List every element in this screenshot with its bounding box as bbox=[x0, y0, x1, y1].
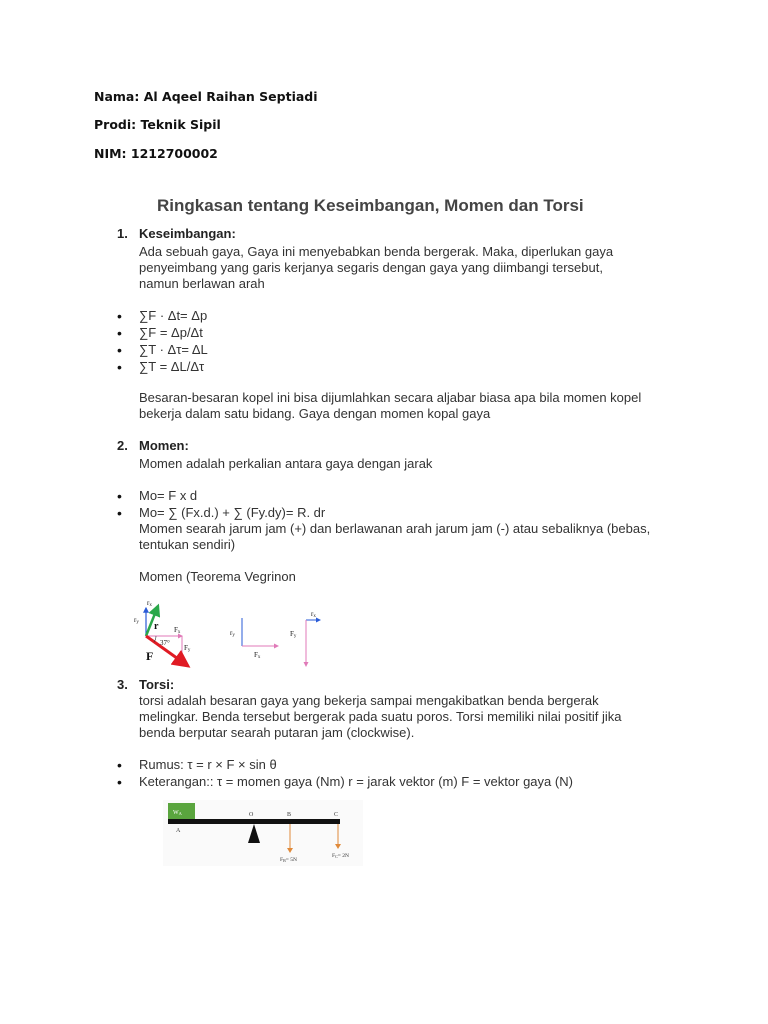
label-ry: ry bbox=[134, 616, 139, 625]
formula: ∑F · Δt= Δp bbox=[139, 308, 208, 323]
section-3-paragraph bbox=[139, 693, 621, 741]
bullet-glyph: • bbox=[117, 342, 122, 358]
label-wa: WA bbox=[173, 810, 182, 816]
formula: Keterangan:: τ = momen gaya (Nm) r = jarak vektor (m) F = vektor gaya (N) bbox=[139, 774, 573, 789]
formula: ∑T = ΔL/Δτ bbox=[139, 359, 205, 374]
section-3-heading: Torsi: bbox=[139, 677, 175, 692]
label-f: F bbox=[146, 649, 154, 663]
bullet-glyph: • bbox=[117, 488, 122, 504]
student-id: NIM: 1212700002 bbox=[94, 146, 218, 161]
label-rx-right: rx bbox=[311, 610, 316, 619]
section-2-note bbox=[139, 521, 650, 553]
formula: ∑F = Δp/Δt bbox=[139, 325, 203, 340]
formula: Mo= ∑ (Fx.d.) + ∑ (Fy.dy)= R. dr bbox=[139, 505, 326, 520]
bullet-glyph: • bbox=[117, 359, 122, 375]
text-line: Momen searah jarum jam (+) dan berlawanan arah jarum jam (-) atau sebaliknya (bebas, bbox=[139, 521, 651, 536]
text-line: namun berlawan arah bbox=[139, 276, 265, 291]
lever-figure bbox=[163, 800, 363, 866]
label-o: O bbox=[249, 812, 254, 818]
text-line: benda berputar searah putaran jam (clockwise). bbox=[139, 725, 415, 740]
bullet-glyph: • bbox=[117, 774, 122, 790]
bullet-glyph: • bbox=[117, 505, 122, 521]
text-line: torsi adalah besaran gaya yang bekerja sampai mengakibatkan benda bergerak bbox=[139, 693, 599, 708]
label-ry-mid: ry bbox=[230, 629, 235, 638]
section-2-paragraph: Momen adalah perkalian antara gaya dengan jarak bbox=[139, 456, 433, 471]
bullet-glyph: • bbox=[117, 325, 122, 341]
lever-beam bbox=[168, 819, 340, 824]
label-c: C bbox=[334, 812, 339, 818]
label-fc: FC= 2N bbox=[332, 853, 349, 859]
label-fy-right: Fy bbox=[290, 630, 297, 639]
label-b: B bbox=[287, 812, 292, 818]
formula: ∑T · Δτ= ΔL bbox=[139, 342, 208, 357]
section-2-heading: Momen: bbox=[139, 438, 189, 453]
section-1-number: 1. bbox=[117, 226, 128, 241]
text-line: Ada sebuah gaya, Gaya ini menyebabkan benda bergerak. Maka, diperlukan gaya bbox=[139, 244, 614, 259]
section-1-note bbox=[139, 390, 641, 422]
student-name: Nama: Al Aqeel Raihan Septiadi bbox=[94, 89, 318, 104]
section-1-heading: Keseimbangan: bbox=[139, 226, 236, 241]
section-2-number: 2. bbox=[117, 438, 128, 453]
label-ry-top: rx bbox=[147, 599, 152, 608]
label-angle: 37° bbox=[160, 639, 170, 647]
text-line: Besaran-besaran kopel ini bisa dijumlahkan secara aljabar biasa apa bila momen kopel bbox=[139, 390, 642, 405]
bullet-glyph: • bbox=[117, 757, 122, 773]
text-line: melingkar. Benda tersebut bergerak pada suatu poros. Torsi memiliki nilai positif jika bbox=[139, 709, 622, 724]
label-a: A bbox=[176, 828, 181, 834]
force-decomposition-figure bbox=[130, 598, 330, 670]
formula: Mo= F x d bbox=[139, 488, 198, 503]
student-program: Prodi: Teknik Sipil bbox=[94, 117, 221, 132]
bullet-glyph: • bbox=[117, 308, 122, 324]
label-fx: Fx bbox=[174, 626, 181, 635]
label-r: r bbox=[154, 621, 159, 632]
formula: Rumus: τ = r × F × sin θ bbox=[139, 757, 277, 772]
label-fx-mid: Fx bbox=[254, 651, 261, 660]
text-line: bekerja dalam satu bidang. Gaya dengan momen kopal gaya bbox=[139, 406, 491, 421]
section-1-paragraph bbox=[139, 244, 613, 292]
label-fb: FB= 5N bbox=[280, 857, 297, 863]
text-line: tentukan sendiri) bbox=[139, 537, 236, 552]
text-line: penyeimbang yang garis kerjanya segaris dengan gaya yang diimbangi tersebut, bbox=[139, 260, 603, 275]
page-title: Ringkasan tentang Keseimbangan, Momen dan Torsi bbox=[157, 196, 584, 215]
label-fy: Fy bbox=[184, 644, 191, 653]
section-3-number: 3. bbox=[117, 677, 128, 692]
varignon-caption: Momen (Teorema Vegrinon bbox=[139, 569, 296, 584]
